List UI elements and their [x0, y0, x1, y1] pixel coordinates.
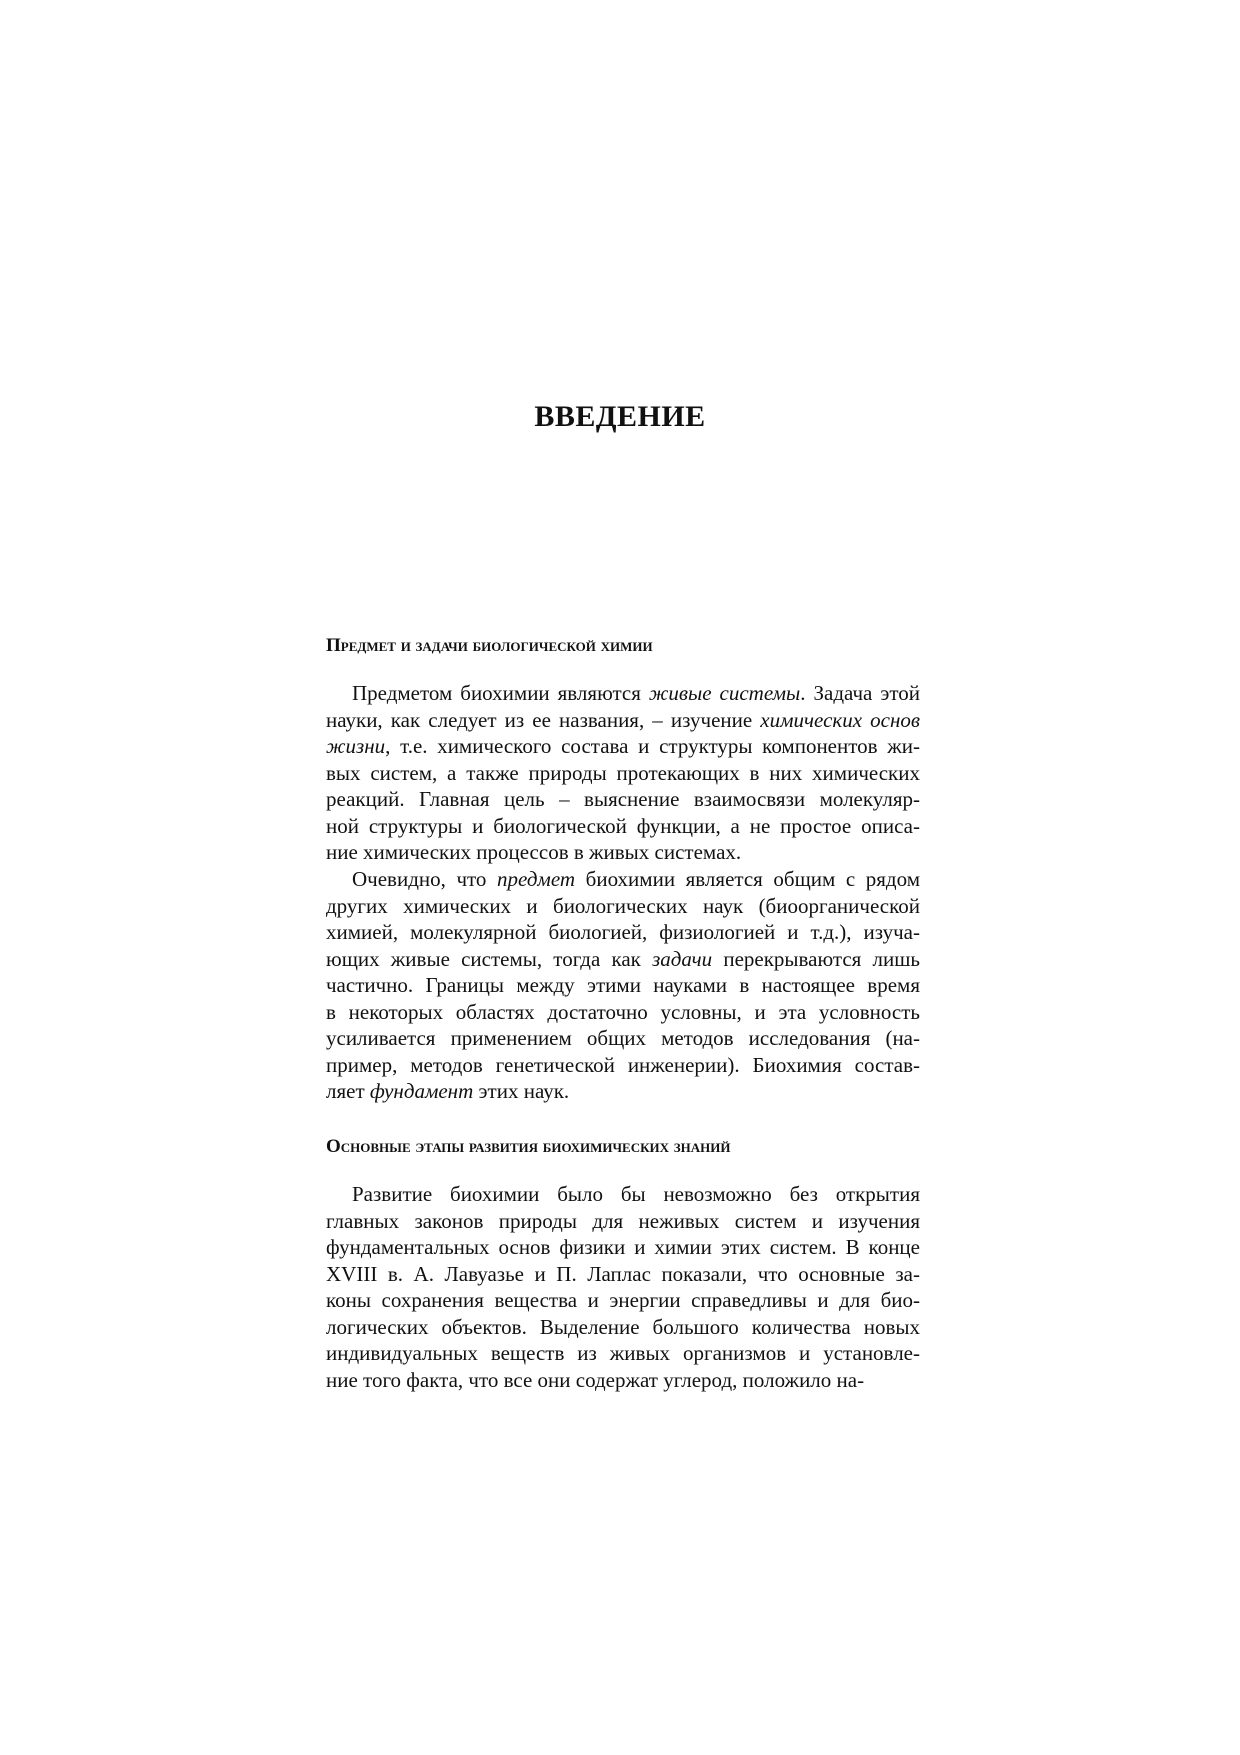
text-line: ние того факта, что все они содержат углерод, положило на-	[326, 1367, 865, 1392]
emphasis: химических основ	[760, 707, 920, 732]
chapter-title: ВВЕДЕНИЕ	[534, 400, 706, 433]
text-line: химией, молекулярной биологией, физиологией и т.д.), изуча-	[326, 920, 920, 944]
text-line: других химических и биологических наук (биоорганической	[326, 893, 920, 918]
text-line: пример, методов генетической инженерии). Биохимия состав-	[326, 1052, 920, 1077]
text-line: главных законов природы для неживых систем и изучения	[326, 1208, 920, 1233]
text-line: частично. Границы между этими науками в настоящее время	[326, 973, 920, 997]
section-heading: Основные этапы развития биохимических знаний	[326, 1136, 731, 1157]
text-line: Предметом биохимии являются живые системы. Задача этой	[352, 681, 920, 705]
text-line: ной структуры и биологической функции, а не простое описа-	[326, 813, 920, 838]
paragraph	[326, 1181, 920, 1393]
paragraph	[326, 866, 920, 1105]
emphasis: задачи	[652, 946, 713, 971]
text-line: вых систем, а также природы протекающих в них химических	[326, 760, 920, 785]
section-heading: Предмет и задачи биологической химии	[326, 635, 653, 656]
paragraph	[326, 680, 920, 866]
text-line: индивидуальных веществ из живых организмов и установле-	[326, 1341, 920, 1365]
text-line: ляет фундамент этих наук.	[326, 1079, 570, 1103]
text-line: логических объектов. Выделение большого количества новых	[326, 1314, 920, 1339]
emphasis: живые системы	[648, 681, 801, 705]
text-line: коны сохранения вещества и энергии справедливы и для био-	[326, 1288, 920, 1312]
text-line: ющих живые системы, тогда как задачи перекрываются лишь	[326, 946, 920, 971]
text-line: фундаментальных основ физики и химии этих систем. В конце	[326, 1235, 920, 1259]
text-line: усиливается применением общих методов исследования (на-	[326, 1026, 920, 1050]
text-line: ние химических процессов в живых системах.	[326, 840, 742, 864]
text-line: Очевидно, что предмет биохимии является общим с рядом	[352, 867, 920, 891]
text-line: XVIII в. А. Лавуазье и П. Лаплас показали, что основные за-	[326, 1261, 920, 1286]
emphasis: жизни	[326, 734, 386, 758]
text-line: Развитие биохимии было бы невозможно без открытия	[352, 1182, 920, 1206]
emphasis: фундамент	[369, 1079, 474, 1103]
text-line: реакций. Главная цель – выяснение взаимосвязи молекуляр-	[326, 787, 920, 811]
emphasis: предмет	[497, 867, 576, 891]
text-line: жизни, т.е. химического состава и структуры компонентов жи-	[326, 734, 920, 758]
text-line: в некоторых областях достаточно условны, и эта условность	[326, 999, 920, 1024]
text-line: науки, как следует из ее названия, – изучение химических основ	[326, 707, 920, 732]
